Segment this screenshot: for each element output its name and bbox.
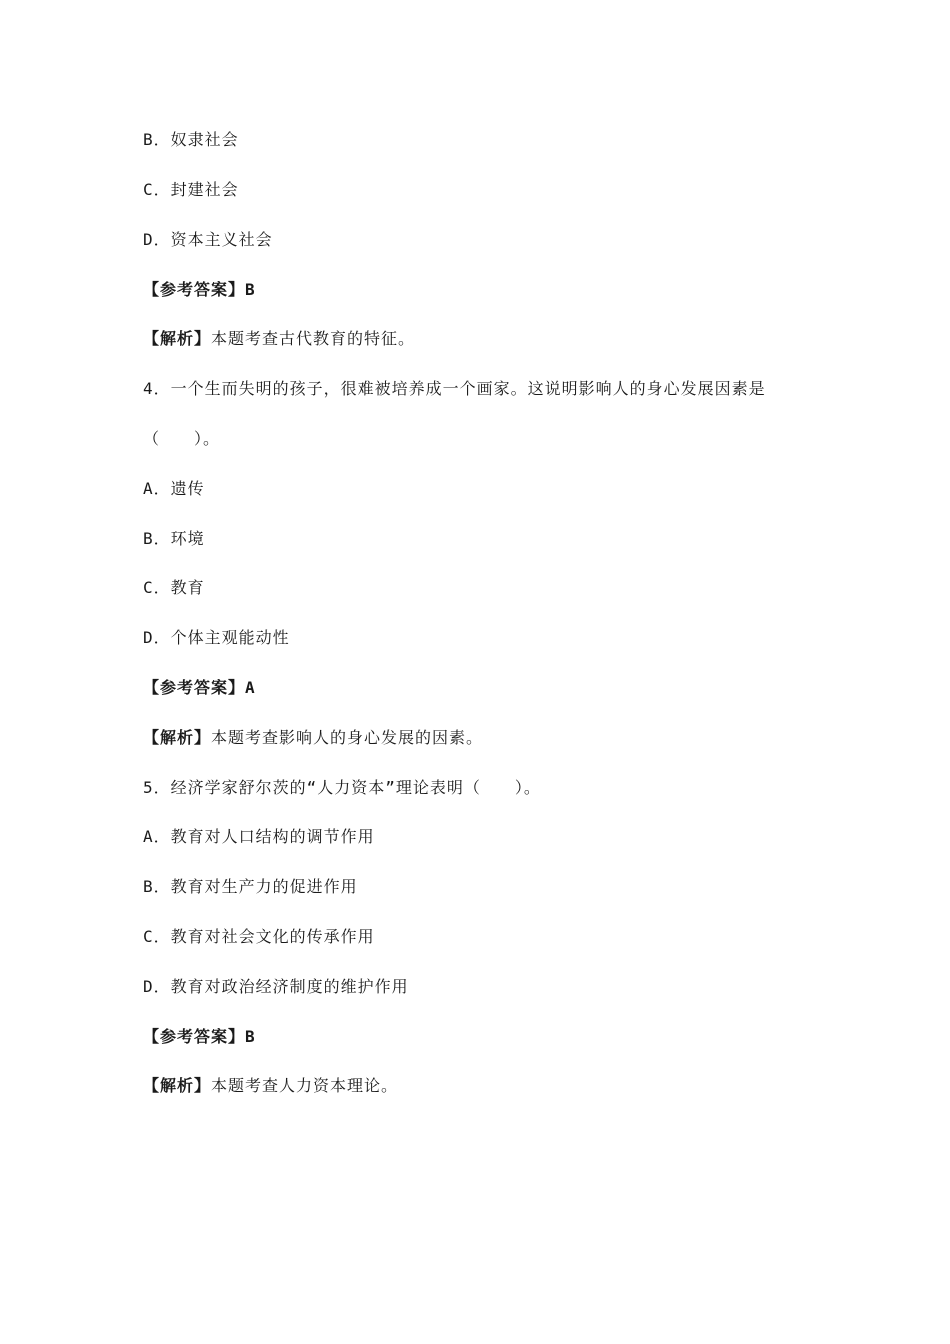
- q5-analysis-label: 【解析】: [143, 1076, 212, 1095]
- q4-stem-line1: 4．一个生而失明的孩子，很难被培养成一个画家。这说明影响人的身心发展因素是: [143, 379, 766, 398]
- q5-option-c: C．教育对社会文化的传承作用: [143, 927, 375, 946]
- q5-option-d: D．教育对政治经济制度的维护作用: [143, 977, 409, 996]
- q4-answer-value: A: [245, 678, 256, 697]
- q3-answer: [143, 280, 256, 300]
- q5-answer: [143, 1027, 256, 1047]
- q5-option-a: A．教育对人口结构的调节作用: [143, 827, 375, 846]
- q5-answer-label: 【参考答案】: [143, 1027, 246, 1046]
- q4-answer-label: 【参考答案】: [143, 678, 246, 697]
- q5-option-b: B．教育对生产力的促进作用: [143, 877, 358, 896]
- q4-analysis-label: 【解析】: [143, 728, 212, 747]
- q3-option-c: C．封建社会: [143, 180, 239, 199]
- q4-analysis: [143, 728, 483, 748]
- q4-answer: [143, 678, 256, 698]
- q3-answer-value: B: [245, 280, 256, 299]
- q3-option-b: B．奴隶社会: [143, 130, 239, 149]
- q4-analysis-text: 本题考查影响人的身心发展的因素。: [211, 728, 484, 747]
- q3-analysis-label: 【解析】: [143, 329, 212, 348]
- q4-option-a: A．遗传: [143, 479, 205, 498]
- q4-stem-line2: （ ）。: [143, 429, 221, 448]
- q3-answer-label: 【参考答案】: [143, 280, 246, 299]
- q5-analysis-text: 本题考查人力资本理论。: [211, 1076, 399, 1095]
- q4-option-c: C．教育: [143, 578, 205, 597]
- q4-option-b: B．环境: [143, 529, 205, 548]
- q5-answer-value: B: [245, 1027, 256, 1046]
- q5-analysis: [143, 1076, 398, 1096]
- q5-stem: 5．经济学家舒尔茨的“人力资本”理论表明（ ）。: [143, 778, 541, 797]
- q4-option-d: D．个体主观能动性: [143, 628, 290, 647]
- q3-analysis-text: 本题考查古代教育的特征。: [211, 329, 416, 348]
- q3-analysis: [143, 329, 415, 349]
- q3-option-d: D．资本主义社会: [143, 230, 273, 249]
